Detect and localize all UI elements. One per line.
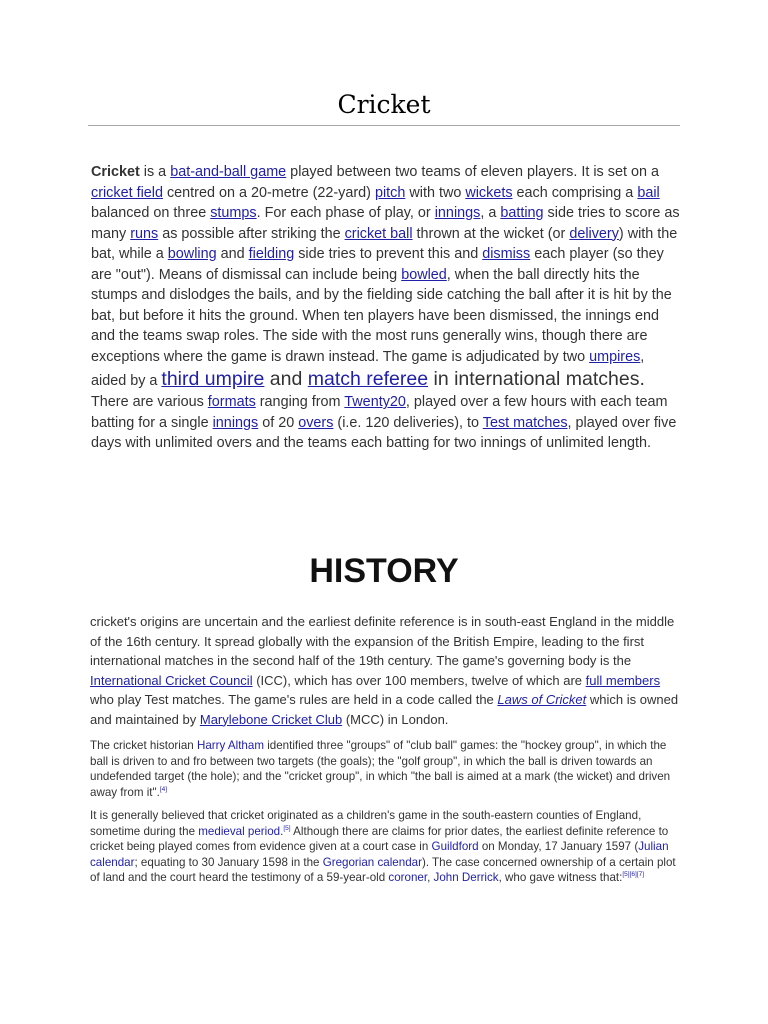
link-third-umpire[interactable]: third umpire <box>161 368 265 390</box>
history-text: , <box>427 871 434 884</box>
citation-3[interactable]: [5] <box>283 824 291 832</box>
link-harry-altham[interactable]: Harry Altham <box>196 739 264 752</box>
link-full-members[interactable]: full members <box>585 672 661 688</box>
link-bat-and-ball-game[interactable]: bat-and-ball game <box>170 164 287 180</box>
link-delivery[interactable]: delivery <box>569 225 619 242</box>
intro-text: of 20 <box>258 414 299 431</box>
citation-4[interactable]: [4] <box>159 785 168 793</box>
history-text: The cricket historian <box>90 739 197 752</box>
intro-text: , a <box>480 205 501 221</box>
intro-text: as possible after striking the <box>158 225 345 242</box>
intro-text: , aided by a <box>91 348 645 389</box>
history-paragraph-1 <box>90 612 682 729</box>
link-guildford[interactable]: Guildford <box>431 840 479 853</box>
link-coroner[interactable]: coroner <box>388 871 428 884</box>
page-title: Cricket <box>337 90 431 119</box>
intro-text: , played over a few hours with each team batting for a single <box>91 394 668 431</box>
intro-text: each comprising a <box>512 184 638 201</box>
history-text: Although there are claims for prior dates, the earliest definite reference to cricket being played comes from evidence given at a court case in <box>90 824 669 853</box>
link-cricket-field[interactable]: cricket field <box>91 184 163 201</box>
intro-text: and <box>216 246 249 262</box>
link-pitch[interactable]: pitch <box>374 184 406 201</box>
link-innings-2[interactable]: innings <box>212 414 259 431</box>
intro-text: There are various <box>91 394 208 410</box>
intro-text: is a <box>139 164 171 180</box>
history-text: which is owned and maintained by <box>90 692 679 727</box>
intro-text: , played over five days with unlimited overs and the teams each batting for two innings of unlimited length. <box>91 414 677 451</box>
intro-text: , when the ball directly hits the stumps and dislodges the bails, and by the fielding side catching the ball after it is hit by the bat, but before it hits the ground. When ten players have been dismissed, the innings end and the teams swap roles. The side with the most runs generally wins, though there are exceptions where the game is drawn instead. The game is adjudicated by two <box>91 266 672 365</box>
link-john-derrick[interactable]: John Derrick <box>433 871 499 884</box>
link-twenty20[interactable]: Twenty20 <box>344 394 406 410</box>
link-formats[interactable]: formats <box>207 394 256 410</box>
history-heading: HISTORY <box>309 552 459 590</box>
link-cricket-ball[interactable]: cricket ball <box>344 225 413 242</box>
link-bowled[interactable]: bowled <box>401 266 447 283</box>
intro-text: balanced on three <box>91 205 211 221</box>
history-text: ). The case concerned ownership of a certain plot of land and the court heard the testimony of a 59-year-old <box>90 855 676 884</box>
intro-text: centred on a 20-metre (22-yard) <box>162 184 375 201</box>
intro-text-large: in international matches. <box>428 368 645 390</box>
link-overs[interactable]: overs <box>298 414 334 431</box>
link-laws-of-cricket[interactable]: Laws of Cricket <box>497 692 587 707</box>
intro-text: side tries to score as many <box>91 205 680 242</box>
title-divider <box>88 125 680 126</box>
link-stumps[interactable]: stumps <box>210 205 257 221</box>
link-wickets[interactable]: wickets <box>465 184 513 201</box>
intro-text: thrown at the wicket (or <box>412 225 570 242</box>
link-gregorian-calendar[interactable]: Gregorian calendar <box>322 855 422 869</box>
link-batting[interactable]: batting <box>500 205 544 221</box>
link-umpires[interactable]: umpires <box>589 348 641 365</box>
citation-5[interactable]: [5] <box>622 871 630 879</box>
link-bowling[interactable]: bowling <box>167 246 217 262</box>
link-runs[interactable]: runs <box>130 225 159 242</box>
intro-text: ranging from <box>255 394 345 410</box>
history-paragraph-2 <box>90 738 682 800</box>
intro-text: with two <box>405 184 466 201</box>
link-marylebone-cricket-club[interactable]: Marylebone Cricket Club <box>199 711 343 727</box>
history-text: (MCC) in London. <box>342 711 449 727</box>
intro-text: side tries to prevent this and <box>294 246 483 262</box>
history-text: identified three "groups" of "club ball" games: the "hockey group", in which the ball is driven to and fro between two targets (the goals); the "golf group", in which the ball is driven towards an undefended target (the hole); and the "cricket group", in which "the ball is aimed at a mark (the wicket) and driven away from it". <box>90 739 671 799</box>
intro-text: ) with the bat, while a <box>91 225 678 262</box>
link-bail[interactable]: bail <box>637 184 660 201</box>
history-text: , who gave witness that: <box>498 871 623 884</box>
intro-text: (i.e. 120 deliveries), to <box>333 414 483 431</box>
link-dismiss[interactable]: dismiss <box>482 246 531 262</box>
intro-text: . For each phase of play, or <box>256 205 435 221</box>
history-text: cricket's origins are uncertain and the earliest definite reference is in south-east England in the middle of the 16th century. It spread globally with the expansion of the British Empire, leading to the first international matches in the second half of the 19th century. The game's governing body is the <box>90 614 675 668</box>
intro-text: each player (so they are "out"). Means of dismissal can include being <box>91 246 664 283</box>
history-text: ; equating to 30 January 1598 in the <box>134 855 323 869</box>
link-innings[interactable]: innings <box>434 205 481 221</box>
intro-text: played between two teams of eleven players. It is set on a <box>286 164 659 180</box>
intro-paragraph <box>91 162 681 454</box>
history-text: who play Test matches. The game's rules are held in a code called the <box>90 692 498 707</box>
intro-text-large: and <box>264 368 308 390</box>
citation-6[interactable]: [6] <box>629 871 637 879</box>
intro-bold-term: Cricket <box>91 164 140 180</box>
history-paragraph-3 <box>90 808 682 886</box>
link-medieval-period[interactable]: medieval period <box>198 824 281 838</box>
history-text: It is generally believed that cricket originated as a children's game in the south-eastern counties of England, sometime during the <box>90 809 642 838</box>
link-international-cricket-council[interactable]: International Cricket Council <box>90 672 253 688</box>
link-match-referee[interactable]: match referee <box>307 368 429 390</box>
history-text: . <box>280 824 284 838</box>
history-text: (ICC), which has over 100 members, twelve of which are <box>252 672 586 688</box>
link-julian-calendar[interactable]: Julian calendar <box>90 840 669 869</box>
history-text: on Monday, 17 January 1597 ( <box>478 840 639 853</box>
citation-7[interactable]: [7] <box>636 871 645 879</box>
link-test-matches[interactable]: Test matches <box>482 414 568 431</box>
link-fielding[interactable]: fielding <box>248 246 295 262</box>
